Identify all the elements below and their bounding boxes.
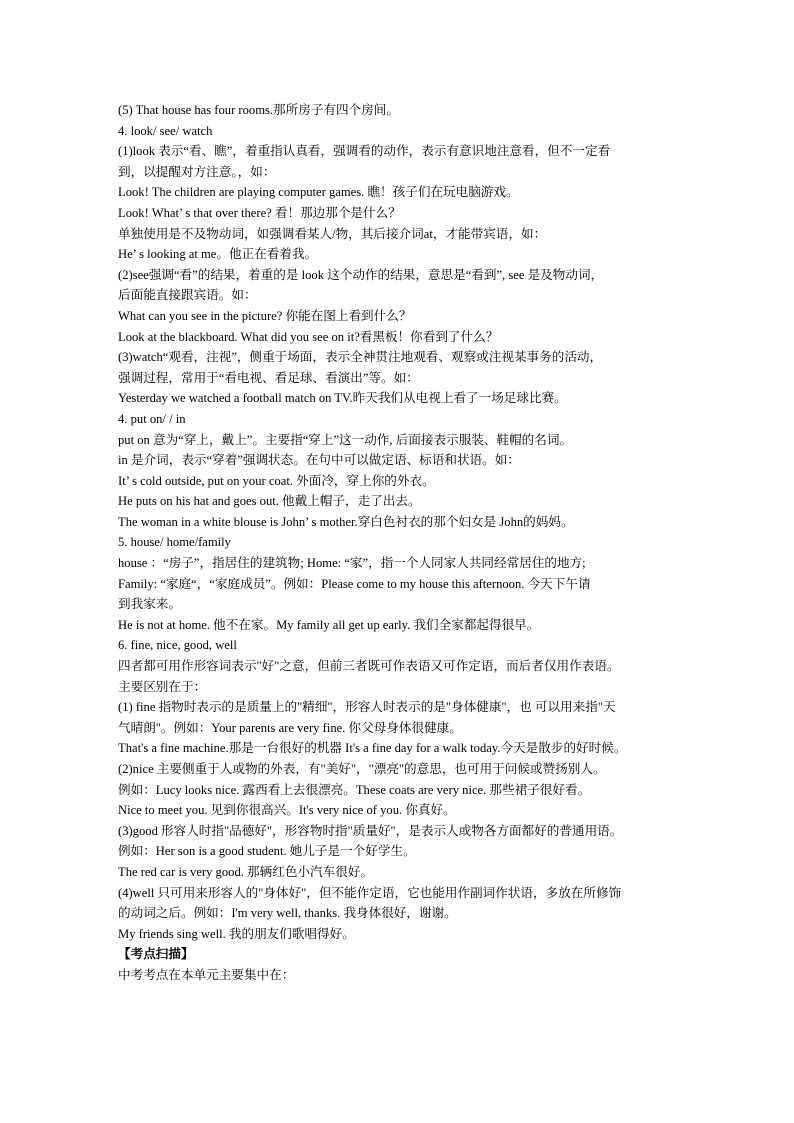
text-line: (1)look 表示“看、瞧”，着重指认真看，强调看的动作，表示有意识地注意看，但不一定看 bbox=[118, 144, 611, 159]
text-line: It’ s cold outside, put on your coat. 外面冷，穿上你的外衣。 bbox=[118, 473, 435, 488]
text-line: (5) That house has four rooms.那所房子有四个房间。 bbox=[118, 103, 399, 117]
text-line: 四者都可用作形容词表示"好"之意，但前三者既可作表语又可作定语，而后者仅用作表语。 bbox=[118, 659, 620, 674]
text-line: 主要区别在于： bbox=[118, 679, 207, 694]
text-line: 中考考点在本单元主要集中在： bbox=[118, 967, 295, 982]
text-line: Family: “家庭“，“家庭成员”。例如：Please come to my house this afternoon. 今天下午请 bbox=[118, 576, 591, 591]
document-body bbox=[118, 100, 684, 986]
text-line: What can you see in the picture? 你能在图上看到什么？ bbox=[118, 308, 412, 323]
text-line: in 是介词，表示“穿着”强调状态。在句中可以做定语、标语和状语。如： bbox=[118, 453, 520, 468]
text-line: He’ s looking at me。他正在看着我。 bbox=[118, 247, 318, 262]
text-line: (4)well 只可用来形容人的"身体好"，但不能作定语，它也能用作副词作状语，多放在所修饰 bbox=[118, 885, 622, 900]
text-line: Look at the blackboard. What did you see on it?看黑板！你看到了什么？ bbox=[118, 329, 499, 344]
text-line: 例如：Her son is a good student. 她儿子是一个好学生。 bbox=[118, 844, 416, 859]
text-line: That's a fine machine.那是一台很好的机器 It's a fine day for a walk today.今天是散步的好时候。 bbox=[118, 741, 627, 756]
text-line: 的动词之后。例如：I'm very well, thanks. 我身体很好，谢谢。 bbox=[118, 906, 457, 921]
text-line: (2)see强调“看”的结果，着重的是 look 这个动作的结果，意思是“看到”, see 是及物动词， bbox=[118, 267, 604, 282]
text-line: (2)nice 主要侧重于人或物的外表，有"美好"，"漂亮"的意思，也可用于问候或赞扬别人。 bbox=[118, 762, 606, 776]
text-line: 单独使用是不及物动词，如强调看某人/物，其后接介词at，才能带宾语，如： bbox=[118, 226, 547, 241]
text-line: Yesterday we watched a football match on TV.昨天我们从电视上看了一场足球比赛。 bbox=[118, 391, 567, 406]
text-line: 后面能直接跟宾语。如： bbox=[118, 288, 257, 303]
text-line: put on 意为“穿上，戴上”。主要指“穿上”这一动作, 后面接表示服装、鞋帽的名词。 bbox=[118, 432, 573, 447]
text-line: He puts on his hat and goes out. 他戴上帽子，走了出去。 bbox=[118, 494, 421, 509]
text-line: (1) fine 指物时表示的是质量上的"精细"，形容人时表示的是"身体健康"，也 可以用来指"天 bbox=[118, 700, 616, 715]
text-line: house ：“房子”，指居住的建筑物; Home: “家”，指一个人同家人共同经常居住的地方; bbox=[118, 556, 586, 571]
text-line: Look! The children are playing computer games. 瞧！孩子们在玩电脑游戏。 bbox=[118, 185, 519, 200]
text-line: 5. house/ home/family bbox=[118, 535, 231, 550]
text-line: The woman in a white blouse is John’ s mother.穿白色衬衣的那个妇女是 John的妈妈。 bbox=[118, 514, 574, 529]
text-line: (3)watch“观看，注视”，侧重于场面，表示全神贯注地观看、观察或注视某事务的活动， bbox=[118, 350, 603, 365]
text-line: He is not at home. 他不在家。My family all get up early. 我们全家都起得很早。 bbox=[118, 617, 540, 632]
text-line: 强调过程，常用于“看电视、看足球、看演出”等。如： bbox=[118, 370, 419, 385]
text-line: 4. put on/ / in bbox=[118, 411, 186, 426]
text-line: 到，以提醒对方注意。，如： bbox=[118, 164, 276, 179]
text-line: Nice to meet you. 见到你很高兴。It's very nice of you. 你真好。 bbox=[118, 803, 456, 818]
text-line: 例如：Lucy looks nice. 露西看上去很漂亮。These coats are very nice. 那些裙子很好看。 bbox=[118, 782, 591, 797]
text-line: My friends sing well. 我的朋友们歌唱得好。 bbox=[118, 926, 355, 941]
text-line: 气晴朗"。例如：Your parents are very fine. 你父母身体很健康。 bbox=[118, 720, 462, 735]
text-line: 4. look/ see/ watch bbox=[118, 123, 213, 138]
text-line: The red car is very good. 那辆红色小汽车很好。 bbox=[118, 864, 373, 879]
text-line: (3)good 形容人时指"品德好"，形容物时指"质量好"，是表示人或物各方面都好的普通用语。 bbox=[118, 823, 623, 838]
text-line: 到我家来。 bbox=[118, 597, 181, 612]
text-line: 6. fine, nice, good, well bbox=[118, 638, 237, 653]
section-heading: 【考点扫描】 bbox=[118, 947, 194, 962]
text-line: Look! What’ s that over there? 看！那边那个是什么？ bbox=[118, 205, 401, 220]
